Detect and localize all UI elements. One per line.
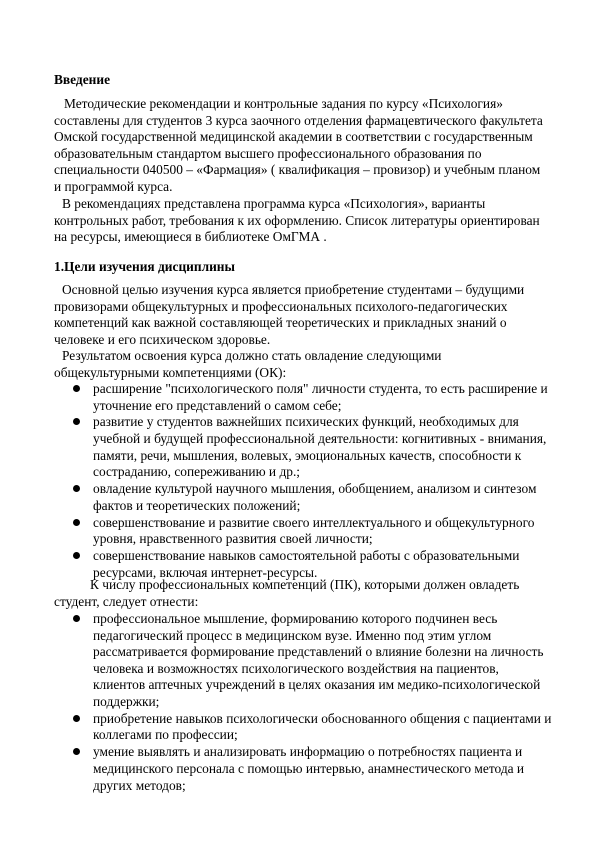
list-item-text: профессиональное мышление, формированию которого подчинен весь педагогический процесс в медицинском вузе. Именно под этим углом рассматривается формирование представлений о влияние болезни на личность человека и возможностях психологического воздействия на пациентов, клиентов аптечных учреждений в целях оказания им медико-психологической поддержки; [93,611,544,709]
ok-competencies-list [54,381,554,582]
list-item-text: совершенствование навыков самостоятельной работы с образовательными ресурсами, включая интернет-ресурсы. [93,548,520,580]
bullet-icon [73,418,80,425]
bullet-icon [73,552,80,559]
list-item-text: умение выявлять и анализировать информацию о потребностях пациента и медицинского персонала с помощью интервью, анамнестического метода и других методов; [93,744,525,793]
list-item [54,414,554,480]
list-item-text: приобретение навыков психологически обоснованного общения с пациентами и коллегами по профессии; [93,710,552,743]
intro-paragraph-1: Методические рекомендации и контрольные задания по курсу «Психология» составлены для студентов 3 курса заочного отделения фармацевтического факультета Омской государственной медицинской академии в соответствии с государственным образовательным стандартом высшего профессионального образования по специальности 040500 – «Фармация» ( квалификация – провизор) и учебным планом и программой курса. [54,96,543,194]
bullet-icon [73,519,80,526]
list-item [54,611,554,711]
bullet-icon [73,615,80,622]
pk-competencies-list [54,611,554,794]
section1-paragraph-2: Результатом освоения курса должно стать овладение следующими общекультурными компетенциями (ОК): [54,348,442,380]
pk-intro-paragraph: К числу профессиональных компетенций (ПК), которыми должен овладеть студент, следует отнести: [54,577,520,609]
section1-heading: 1.Цели изучения дисциплины [54,259,235,274]
intro-heading: Введение [54,72,111,87]
bullet-icon [73,385,80,392]
bullet-icon [73,485,80,492]
list-item [54,515,554,548]
list-item-text: овладение культурой научного мышления, обобщением, анализом и синтезом фактов и теоретических положений; [93,481,537,513]
list-item [54,481,554,514]
section1-paragraph-1: Основной целью изучения курса является приобретение студентами – будущими провизорами общекультурных и профессиональных психолого-педагогических компетенций как важной составляющей теоретических и прикладных знаний о человеке и его психическом здоровье. [54,282,525,347]
list-item-text: расширение "психологического поля" личности студента, то есть расширение и уточнение его представлений о самом себе; [93,381,548,413]
list-item [54,381,554,414]
intro-paragraph-2: В рекомендациях представлена программа курса «Психология», варианты контрольных работ, требования к их оформлению. Список литературы ориентирован на ресурсы, имеющиеся в библиотеке ОмГМА . [54,196,540,245]
list-item-text: развитие у студентов важнейших психических функций, необходимых для учебной и будущей профессиональной деятельности: когнитивных - внимания, памяти, речи, мышления, волевых, эмоциональных качеств, способности к состраданию, сопереживанию и др.; [93,414,547,480]
bullet-icon [73,748,80,755]
list-item [54,711,554,744]
bullet-icon [73,715,80,722]
list-item-text: совершенствование и развитие своего интеллектуального и общекультурного уровня, нравственного развития своей личности; [93,514,535,547]
list-item [54,744,554,794]
